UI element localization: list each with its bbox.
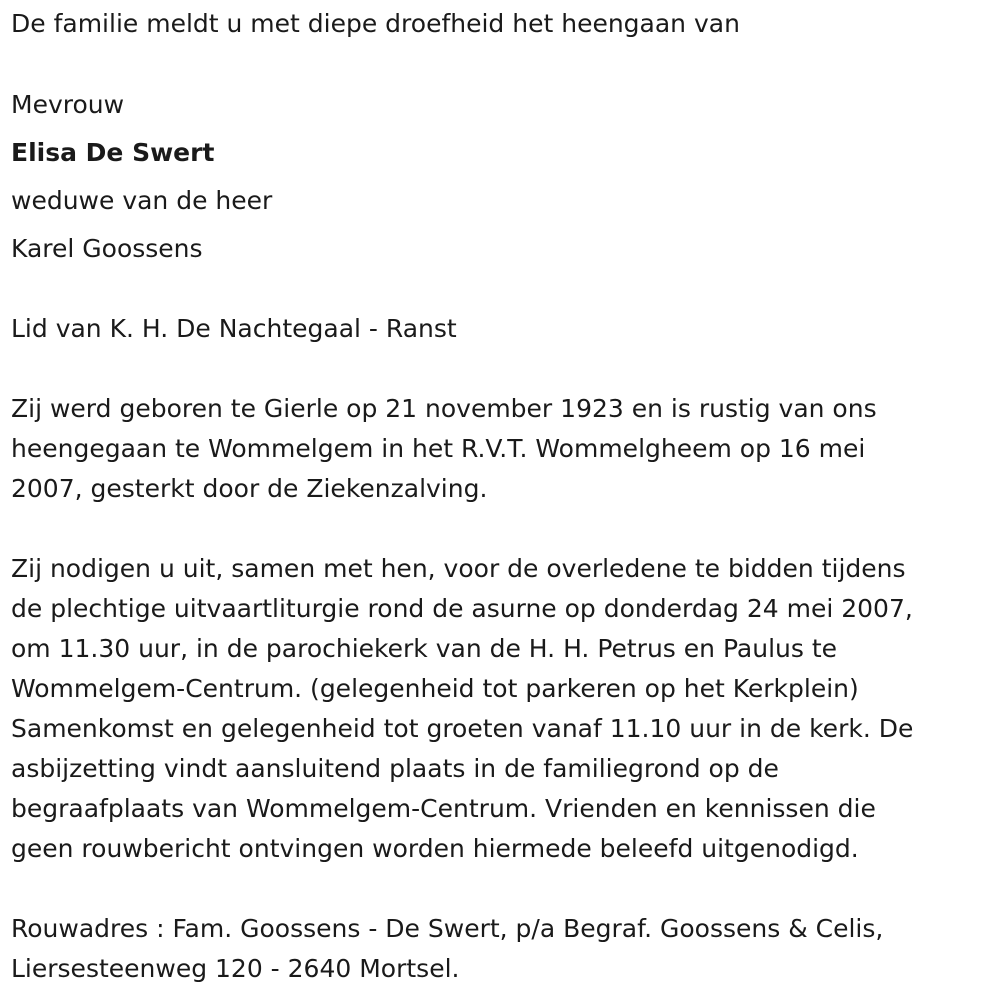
paragraph-line: asbijzetting vindt aansluitend plaats in de familiegrond op de [11, 754, 779, 783]
paragraph-line: de plechtige uitvaartliturgie rond de asurne op donderdag 24 mei 2007, [11, 594, 913, 623]
paragraph-line: 2007, gesterkt door de Ziekenzalving. [11, 474, 488, 503]
paragraph-line: begraafplaats van Wommelgem-Centrum. Vrienden en kennissen die [11, 794, 876, 823]
intro-text: De familie meldt u met diepe droefheid het heengaan van [11, 9, 740, 38]
paragraph-line: heengegaan te Wommelgem in het R.V.T. Wommelgheem op 16 mei [11, 434, 866, 463]
paragraph-line: Samenkomst en gelegenheid tot groeten vanaf 11.10 uur in de kerk. De [11, 714, 914, 743]
paragraph-line: Wommelgem-Centrum. (gelegenheid tot parkeren op het Kerkplein) [11, 674, 859, 703]
paragraph-line: geen rouwbericht ontvingen worden hiermede beleefd uitgenodigd. [11, 834, 859, 863]
paragraph-line: Zij nodigen u uit, samen met hen, voor de overledene te bidden tijdens [11, 554, 906, 583]
paragraph-line: om 11.30 uur, in de parochiekerk van de H. H. Petrus en Paulus te [11, 634, 838, 663]
membership-text: Lid van K. H. De Nachtegaal - Ranst [11, 314, 457, 343]
paragraph-line: Liersesteenweg 120 - 2640 Mortsel. [11, 954, 460, 983]
salutation: Mevrouw [11, 90, 125, 119]
widow-of-text: weduwe van de heer [11, 186, 273, 215]
spouse-name: Karel Goossens [11, 234, 203, 263]
paragraph-line: Zij werd geboren te Gierle op 21 november 1923 en is rustig van ons [11, 394, 877, 423]
deceased-name: Elisa De Swert [11, 138, 215, 167]
paragraph-line: Rouwadres : Fam. Goossens - De Swert, p/a Begraf. Goossens & Celis, [11, 914, 884, 943]
